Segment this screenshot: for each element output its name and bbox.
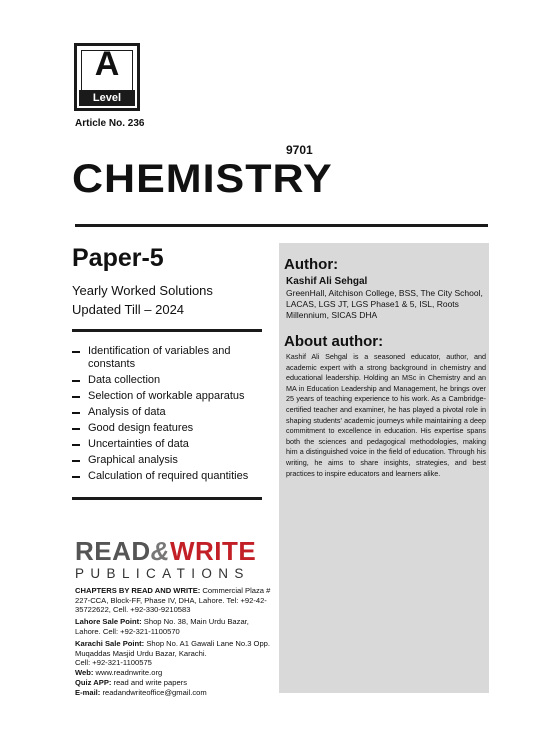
publisher-logo — [75, 537, 256, 565]
subtitle-line-1: Yearly Worked Solutions — [72, 283, 213, 298]
topics-list — [72, 345, 267, 486]
list-item: Selection of workable apparatus — [72, 390, 267, 403]
logo-read: READ — [75, 536, 151, 566]
contact-label: Web: — [75, 668, 94, 677]
contact-label: E-mail: — [75, 688, 101, 697]
contact-label: Quiz APP: — [75, 678, 112, 687]
contact-chapters — [75, 586, 275, 615]
contact-label: Lahore Sale Point: — [75, 617, 142, 626]
subject-code: 9701 — [286, 143, 313, 157]
a-level-badge — [74, 43, 140, 111]
page-title: CHEMISTRY — [72, 156, 333, 202]
paper-subtitle — [72, 281, 213, 319]
contact-quiz-app — [75, 678, 275, 688]
badge-letter: A — [94, 45, 120, 83]
contact-text: readandwriteoffice@gmail.com — [100, 688, 207, 697]
logo-write: WRITE — [169, 536, 257, 566]
topics-top-divider — [72, 329, 262, 332]
contact-lahore — [75, 617, 275, 636]
about-heading: About author: — [284, 333, 384, 350]
badge-level-label: Level — [79, 90, 135, 106]
contact-text: www.readnwrite.org — [93, 668, 163, 677]
contact-web — [75, 668, 275, 678]
logo-ampersand: & — [150, 536, 170, 566]
topics-bottom-divider — [72, 497, 262, 500]
contact-text: Shop No. 38, Main Urdu Bazar, Lahore. Cell: +92-321-1100570 — [75, 617, 249, 636]
contact-text: Shop No. A1 Gawali Lane No.3 Opp. Muqaddas Masjid Urdu Bazar, Karachi. — [75, 639, 271, 658]
title-divider — [75, 224, 488, 227]
contact-karachi-cell: Cell: +92-321-1100575 — [75, 658, 152, 667]
list-item: Good design features — [72, 422, 267, 435]
paper-heading: Paper-5 — [72, 244, 164, 272]
about-text: Kashif Ali Sehgal is a seasoned educator, author, and academic expert with a strong background in chemistry and educational leadership. Holding an MSc in Chemistry and an MA in Education Leadership and Management, he brings over 25 years of teaching experience to his work. As a Cambridge-certified teacher and examiner, he has played a pivotal role in shaping students' academic journeys while maintaining a deep commitment to excellence in education. His expertise spans both the sciences and pedagogical methodologies, making him a distinguished voice in the field of education. Through his writing, he aims to share insights, strategies, and best practices to inspire educators and learners alike. — [286, 352, 486, 478]
author-schools: GreenHall, Aitchison College, BSS, The City School, LACAS, LGS JT, LGS Phase1 & 5, ISL, Roots Millennium, SICAS DHA — [286, 288, 483, 320]
list-item: Identification of variables and constants — [72, 345, 267, 371]
list-item: Data collection — [72, 374, 267, 387]
list-item: Graphical analysis — [72, 454, 267, 467]
author-heading: Author: — [284, 256, 339, 273]
contact-karachi — [75, 639, 275, 658]
subtitle-line-2: Updated Till – 2024 — [72, 302, 185, 317]
author-name: Kashif Ali Sehgal — [286, 276, 368, 287]
contact-label: Karachi Sale Point: — [75, 639, 145, 648]
list-item: Uncertainties of data — [72, 438, 267, 451]
contact-label: CHAPTERS BY READ AND WRITE: — [75, 586, 201, 595]
list-item: Analysis of data — [72, 406, 267, 419]
list-item: Calculation of required quantities — [72, 470, 267, 483]
contact-text: Commercial Plaza # 227-CCA, Block-FF, Phase IV, DHA, Lahore. Tel: +92-42-35722622, Cell. +92-330-9210583 — [75, 586, 271, 615]
contact-email — [75, 688, 275, 698]
article-number: Article No. 236 — [75, 118, 145, 129]
logo-publications: PUBLICATIONS — [75, 566, 250, 581]
contact-text: read and write papers — [111, 678, 187, 687]
